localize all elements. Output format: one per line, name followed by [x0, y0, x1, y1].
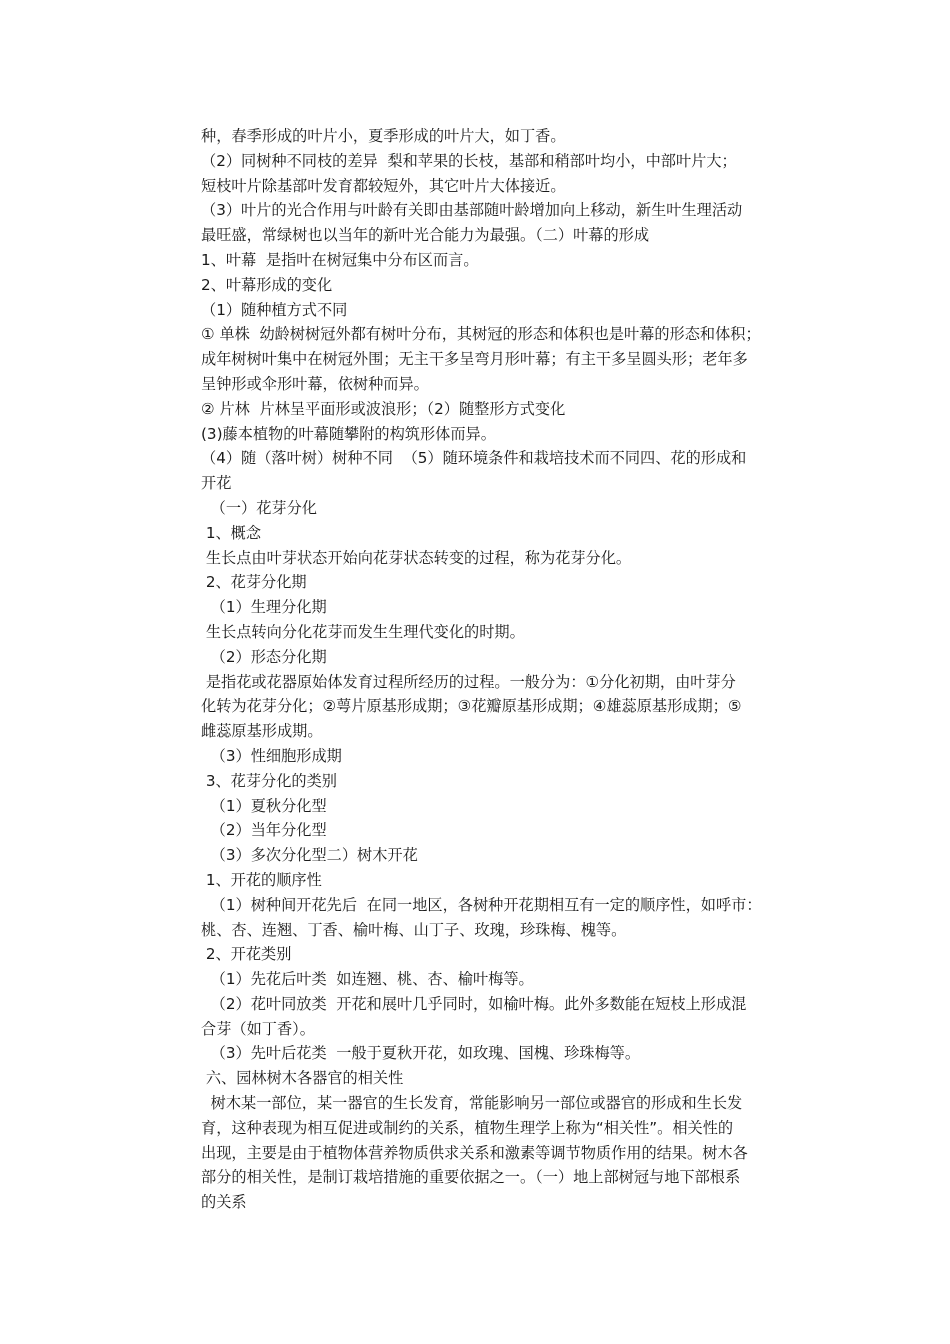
text-line: 是指花或花器原始体发育过程所经历的过程。一般分为：①分化初期，由叶芽分: [201, 672, 736, 691]
text-line: ② 片林 片林呈平面形或波浪形；（2）随整形方式变化: [201, 399, 566, 418]
document-text-body: [201, 124, 813, 1215]
text-line: 育，这种表现为相互促进或制约的关系，植物生理学上称为“相关性”。相关性的: [201, 1118, 734, 1137]
text-line: （2）同树种不同枝的差异 梨和苹果的长枝，基部和稍部叶均小，中部叶片大；: [201, 151, 737, 170]
text-line: （1）树种间开花先后 在同一地区，各树种开花期相互有一定的顺序性，如呼市：: [201, 895, 762, 914]
text-line: 2、叶幕形成的变化: [201, 275, 333, 294]
text-line: （1）生理分化期: [201, 598, 327, 617]
text-line: 的关系: [201, 1193, 247, 1212]
text-line: 化转为花芽分化；②萼片原基形成期；③花瓣原基形成期；④雄蕊原基形成期；⑤: [201, 697, 742, 716]
text-line: 出现，主要是由于植物体营养物质供求关系和激素等调节物质作用的结果。树木各: [201, 1143, 748, 1162]
text-line: 1、概念: [201, 523, 262, 542]
text-line: 桃、杏、连翘、丁香、榆叶梅、山丁子、玫瑰，珍珠梅、槐等。: [201, 920, 627, 939]
text-line: 合芽（如丁香）。: [201, 1019, 315, 1038]
text-line: （3）多次分化型二）树木开花: [201, 846, 418, 865]
text-line: 1、叶幕 是指叶在树冠集中分布区而言。: [201, 250, 479, 269]
text-line: 2、开花类别: [201, 945, 292, 964]
text-line: （1）先花后叶类 如连翘、桃、杏、榆叶梅等。: [201, 970, 534, 989]
text-line: （3）性细胞形成期: [201, 746, 342, 765]
text-line: （一）花芽分化: [201, 498, 317, 517]
text-line: 呈钟形或伞形叶幕，依树种而异。: [201, 374, 429, 393]
text-line: （4）随（落叶树）树种不同 （5）随环境条件和栽培技术而不同四、花的形成和: [201, 449, 747, 468]
text-line: （2）形态分化期: [201, 647, 327, 666]
text-line: 2、花芽分化期: [201, 573, 307, 592]
text-line: 部分的相关性，是制订栽培措施的重要依据之一。（一）地上部树冠与地下部根系: [201, 1168, 741, 1187]
text-line: 生长点转向分化花芽而发生生理代变化的时期。: [201, 622, 525, 641]
text-line: 最旺盛，常绿树也以当年的新叶光合能力为最强。（二）叶幕的形成: [201, 226, 650, 245]
text-line: 树木某一部位，某一器官的生长发育，常能影响另一部位或器官的形成和生长发: [201, 1094, 743, 1113]
text-line: 3、花芽分化的类别: [201, 771, 337, 790]
text-line: 六、园林树木各器官的相关性: [201, 1069, 404, 1088]
text-line: 开花: [201, 474, 232, 493]
text-line: （2）花叶同放类 开花和展叶几乎同时，如榆叶梅。此外多数能在短枝上形成混: [201, 994, 747, 1013]
text-line: （1）夏秋分化型: [201, 796, 327, 815]
text-line: （2）当年分化型: [201, 821, 327, 840]
text-line: （1）随种植方式不同: [201, 300, 348, 319]
text-line: 短枝叶片除基部叶发育都较短外，其它叶片大体接近。: [201, 176, 566, 195]
text-line: 雌蕊原基形成期。: [201, 722, 323, 741]
text-line: (3)藤本植物的叶幕随攀附的构筑形体而异。: [201, 424, 496, 443]
text-line: ① 单株 幼龄树树冠外都有树叶分布，其树冠的形态和体积也是叶幕的形态和体积；: [201, 325, 761, 344]
text-line: 成年树树叶集中在树冠外围；无主干多呈弯月形叶幕；有主干多呈圆头形；老年多: [201, 350, 748, 369]
text-line: 生长点由叶芽状态开始向花芽状态转变的过程，称为花芽分化。: [201, 548, 632, 567]
text-line: （3）叶片的光合作用与叶龄有关即由基部随叶龄增加向上移动，新生叶生理活动: [201, 201, 743, 220]
text-line: （3）先叶后花类 一般于夏秋开花，如玫瑰、国槐、珍珠梅等。: [201, 1044, 641, 1063]
text-line: 1、开花的顺序性: [201, 870, 322, 889]
text-line: 种，春季形成的叶片小，夏季形成的叶片大，如丁香。: [201, 127, 566, 145]
